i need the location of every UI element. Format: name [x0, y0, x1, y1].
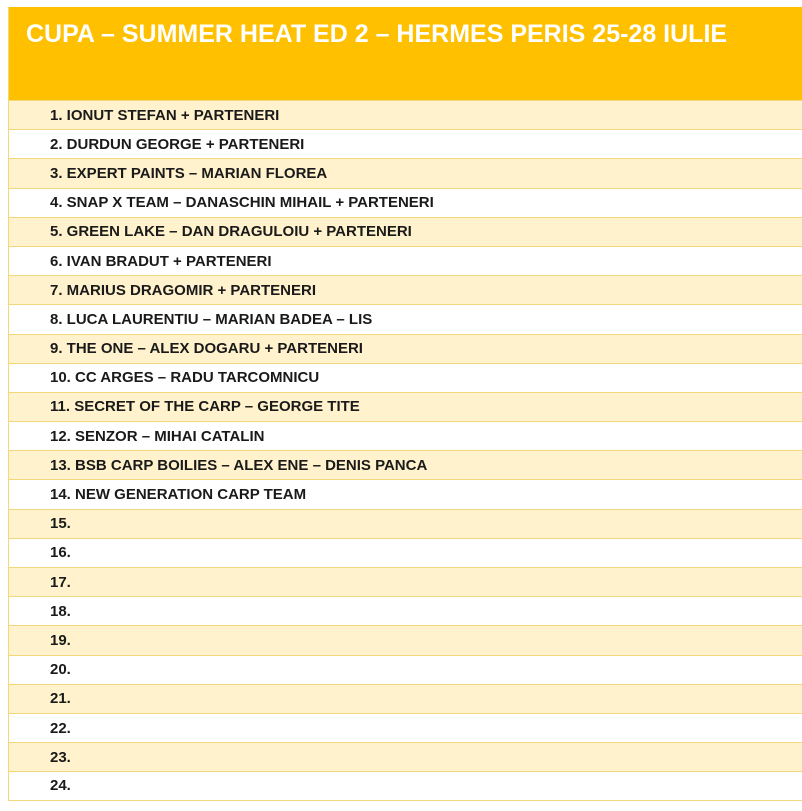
- entry-row: 11. SECRET OF THE CARP – GEORGE TITE: [9, 392, 802, 421]
- entry-row: 15.: [9, 509, 802, 538]
- entry-row: 2. DURDUN GEORGE + PARTENERI: [9, 129, 802, 158]
- entry-row: 3. EXPERT PAINTS – MARIAN FLOREA: [9, 158, 802, 187]
- entry-row: 22.: [9, 713, 802, 742]
- entry-row: 7. MARIUS DRAGOMIR + PARTENERI: [9, 275, 802, 304]
- entry-row: 23.: [9, 742, 802, 771]
- entry-row: 6. IVAN BRADUT + PARTENERI: [9, 246, 802, 275]
- entry-row: 20.: [9, 655, 802, 684]
- entry-row: 17.: [9, 567, 802, 596]
- entry-row: 10. CC ARGES – RADU TARCOMNICU: [9, 363, 802, 392]
- entry-row: 5. GREEN LAKE – DAN DRAGULOIU + PARTENERI: [9, 217, 802, 246]
- entry-row: 18.: [9, 596, 802, 625]
- entry-row: 13. BSB CARP BOILIES – ALEX ENE – DENIS PANCA: [9, 450, 802, 479]
- entry-row: 1. IONUT STEFAN + PARTENERI: [9, 100, 802, 129]
- entry-row: 8. LUCA LAURENTIU – MARIAN BADEA – LIS: [9, 304, 802, 333]
- entry-row: 4. SNAP X TEAM – DANASCHIN MIHAIL + PARTENERI: [9, 188, 802, 217]
- entry-row: 19.: [9, 625, 802, 654]
- table-title: CUPA – SUMMER HEAT ED 2 – HERMES PERIS 25-28 IULIE: [9, 7, 802, 100]
- registration-table: [8, 7, 802, 801]
- entry-row: 16.: [9, 538, 802, 567]
- entry-row: 12. SENZOR – MIHAI CATALIN: [9, 421, 802, 450]
- entry-row: 21.: [9, 684, 802, 713]
- entries-list: [9, 100, 802, 801]
- entry-row: 14. NEW GENERATION CARP TEAM: [9, 479, 802, 508]
- entry-row: 24.: [9, 771, 802, 800]
- entry-row: 9. THE ONE – ALEX DOGARU + PARTENERI: [9, 334, 802, 363]
